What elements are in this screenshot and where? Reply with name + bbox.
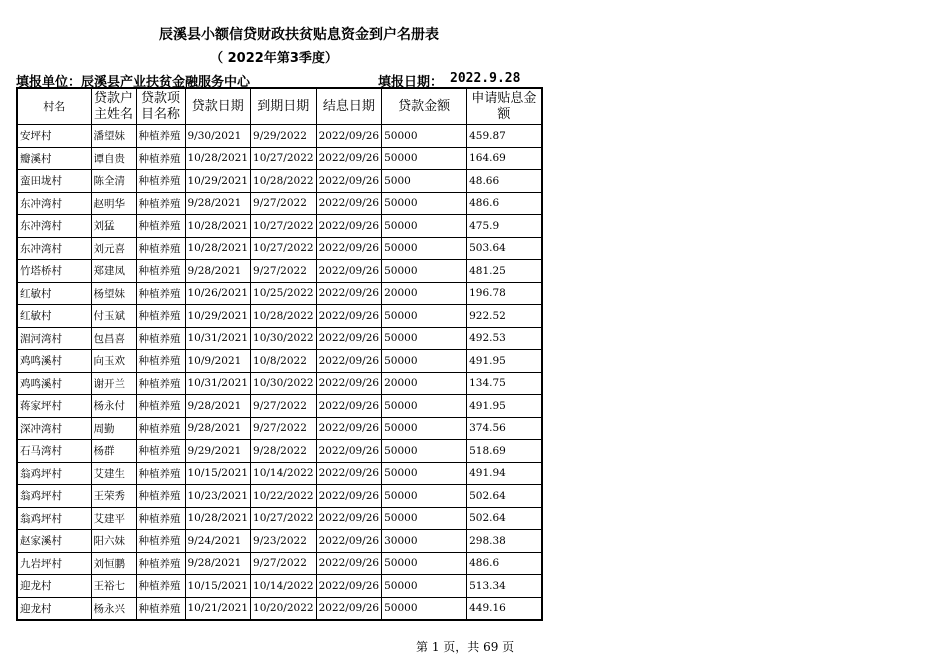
table-row: [17, 530, 542, 553]
cell-interest-date: 2022/09/26: [316, 395, 382, 418]
table-row: [17, 215, 542, 238]
cell-due-date: 9/27/2022: [251, 260, 317, 283]
loan-subsidy-table: [16, 87, 543, 621]
header-subsidy-amount: 申请贴息金额: [467, 88, 542, 125]
cell-loan-amount: 50000: [382, 260, 467, 283]
cell-loan-amount: 50000: [382, 215, 467, 238]
cell-interest-date: 2022/09/26: [316, 485, 382, 508]
header-loan-project: 贷款项目名称: [136, 88, 185, 125]
cell-village: 翁鸡坪村: [17, 507, 91, 530]
cell-loan-amount: 50000: [382, 192, 467, 215]
cell-village: 东冲湾村: [17, 215, 91, 238]
table-row: [17, 372, 542, 395]
cell-interest-date: 2022/09/26: [316, 147, 382, 170]
page-footer: 第 1 页，共 69 页: [416, 640, 515, 654]
cell-loan-amount: 50000: [382, 597, 467, 620]
cell-borrower-name: 郑建凤: [91, 260, 136, 283]
cell-subsidy-amount: 492.53: [467, 327, 542, 350]
cell-subsidy-amount: 475.9: [467, 215, 542, 238]
cell-subsidy-amount: 481.25: [467, 260, 542, 283]
cell-loan-date: 10/23/2021: [185, 485, 251, 508]
cell-interest-date: 2022/09/26: [316, 552, 382, 575]
cell-loan-date: 10/29/2021: [185, 170, 251, 193]
cell-loan-project: 种植养殖: [136, 575, 185, 598]
cell-borrower-name: 杨永付: [91, 395, 136, 418]
cell-loan-date: 9/28/2021: [185, 260, 251, 283]
cell-borrower-name: 陈全清: [91, 170, 136, 193]
table-row: [17, 440, 542, 463]
cell-loan-project: 种植养殖: [136, 440, 185, 463]
cell-loan-project: 种植养殖: [136, 462, 185, 485]
cell-loan-date: 10/29/2021: [185, 305, 251, 328]
cell-loan-date: 10/15/2021: [185, 462, 251, 485]
cell-loan-amount: 50000: [382, 147, 467, 170]
cell-subsidy-amount: 502.64: [467, 485, 542, 508]
cell-loan-amount: 20000: [382, 372, 467, 395]
cell-due-date: 10/27/2022: [251, 147, 317, 170]
cell-loan-date: 10/28/2021: [185, 147, 251, 170]
document-title: 辰溪县小额信贷财政扶贫贴息资金到户名册表: [159, 27, 439, 43]
cell-due-date: 10/20/2022: [251, 597, 317, 620]
cell-subsidy-amount: 486.6: [467, 552, 542, 575]
cell-borrower-name: 杨望妹: [91, 282, 136, 305]
cell-village: 赵家溪村: [17, 530, 91, 553]
cell-due-date: 9/27/2022: [251, 192, 317, 215]
cell-loan-amount: 50000: [382, 507, 467, 530]
table-header-row: [17, 88, 542, 125]
cell-borrower-name: 王荣秀: [91, 485, 136, 508]
cell-interest-date: 2022/09/26: [316, 440, 382, 463]
cell-subsidy-amount: 459.87: [467, 125, 542, 148]
cell-loan-project: 种植养殖: [136, 552, 185, 575]
cell-village: 红敏村: [17, 305, 91, 328]
table-row: [17, 192, 542, 215]
cell-loan-date: 10/28/2021: [185, 507, 251, 530]
cell-loan-project: 种植养殖: [136, 147, 185, 170]
cell-loan-project: 种植养殖: [136, 485, 185, 508]
cell-loan-amount: 50000: [382, 417, 467, 440]
cell-interest-date: 2022/09/26: [316, 305, 382, 328]
cell-borrower-name: 阳六妹: [91, 530, 136, 553]
table-row: [17, 147, 542, 170]
cell-interest-date: 2022/09/26: [316, 215, 382, 238]
cell-subsidy-amount: 196.78: [467, 282, 542, 305]
cell-subsidy-amount: 491.94: [467, 462, 542, 485]
cell-due-date: 10/8/2022: [251, 350, 317, 373]
cell-village: 鸡鸣溪村: [17, 372, 91, 395]
cell-loan-date: 10/28/2021: [185, 237, 251, 260]
header-interest-date: 结息日期: [316, 88, 382, 125]
cell-loan-project: 种植养殖: [136, 327, 185, 350]
cell-interest-date: 2022/09/26: [316, 507, 382, 530]
cell-loan-amount: 50000: [382, 552, 467, 575]
cell-borrower-name: 谭自贵: [91, 147, 136, 170]
cell-borrower-name: 赵明华: [91, 192, 136, 215]
header-due-date: 到期日期: [251, 88, 317, 125]
cell-loan-date: 9/28/2021: [185, 552, 251, 575]
cell-village: 迎龙村: [17, 597, 91, 620]
cell-loan-date: 10/31/2021: [185, 327, 251, 350]
cell-loan-date: 9/30/2021: [185, 125, 251, 148]
table-row: [17, 417, 542, 440]
cell-loan-project: 种植养殖: [136, 372, 185, 395]
table-body: [17, 125, 542, 621]
cell-loan-project: 种植养殖: [136, 395, 185, 418]
report-date-value: 2022.9.28: [450, 71, 521, 86]
cell-due-date: 10/25/2022: [251, 282, 317, 305]
cell-loan-date: 10/31/2021: [185, 372, 251, 395]
cell-subsidy-amount: 134.75: [467, 372, 542, 395]
cell-interest-date: 2022/09/26: [316, 530, 382, 553]
cell-borrower-name: 艾建生: [91, 462, 136, 485]
table-row: [17, 305, 542, 328]
table-row: [17, 597, 542, 620]
cell-village: 迎龙村: [17, 575, 91, 598]
cell-village: 东冲湾村: [17, 192, 91, 215]
table-row: [17, 125, 542, 148]
cell-subsidy-amount: 518.69: [467, 440, 542, 463]
cell-loan-date: 10/15/2021: [185, 575, 251, 598]
table-row: [17, 260, 542, 283]
cell-loan-project: 种植养殖: [136, 237, 185, 260]
cell-loan-amount: 50000: [382, 575, 467, 598]
cell-subsidy-amount: 513.34: [467, 575, 542, 598]
cell-due-date: 10/27/2022: [251, 237, 317, 260]
cell-village: 安坪村: [17, 125, 91, 148]
cell-village: 湄河湾村: [17, 327, 91, 350]
cell-due-date: 9/28/2022: [251, 440, 317, 463]
cell-village: 鸡鸣溪村: [17, 350, 91, 373]
cell-borrower-name: 刘元喜: [91, 237, 136, 260]
cell-loan-date: 9/28/2021: [185, 192, 251, 215]
cell-due-date: 10/30/2022: [251, 327, 317, 350]
cell-interest-date: 2022/09/26: [316, 192, 382, 215]
header-village: 村名: [17, 88, 91, 125]
cell-loan-project: 种植养殖: [136, 192, 185, 215]
table-row: [17, 462, 542, 485]
cell-loan-amount: 50000: [382, 125, 467, 148]
cell-loan-date: 10/28/2021: [185, 215, 251, 238]
cell-interest-date: 2022/09/26: [316, 327, 382, 350]
cell-loan-project: 种植养殖: [136, 260, 185, 283]
cell-due-date: 9/27/2022: [251, 552, 317, 575]
cell-subsidy-amount: 164.69: [467, 147, 542, 170]
cell-loan-amount: 50000: [382, 485, 467, 508]
cell-interest-date: 2022/09/26: [316, 125, 382, 148]
cell-loan-amount: 50000: [382, 350, 467, 373]
cell-borrower-name: 谢开兰: [91, 372, 136, 395]
cell-borrower-name: 刘恒鹏: [91, 552, 136, 575]
cell-interest-date: 2022/09/26: [316, 597, 382, 620]
table-row: [17, 507, 542, 530]
cell-loan-project: 种植养殖: [136, 597, 185, 620]
cell-subsidy-amount: 486.6: [467, 192, 542, 215]
cell-loan-date: 9/29/2021: [185, 440, 251, 463]
cell-due-date: 10/27/2022: [251, 215, 317, 238]
cell-subsidy-amount: 298.38: [467, 530, 542, 553]
cell-village: 深冲湾村: [17, 417, 91, 440]
cell-borrower-name: 艾建平: [91, 507, 136, 530]
cell-loan-project: 种植养殖: [136, 350, 185, 373]
table-row: [17, 350, 542, 373]
cell-village: 翁鸡坪村: [17, 485, 91, 508]
cell-subsidy-amount: 502.64: [467, 507, 542, 530]
cell-interest-date: 2022/09/26: [316, 372, 382, 395]
cell-interest-date: 2022/09/26: [316, 462, 382, 485]
cell-subsidy-amount: 48.66: [467, 170, 542, 193]
cell-loan-project: 种植养殖: [136, 417, 185, 440]
cell-loan-date: 10/21/2021: [185, 597, 251, 620]
header-borrower-name: 贷款户主姓名: [91, 88, 136, 125]
cell-borrower-name: 杨永兴: [91, 597, 136, 620]
cell-due-date: 9/27/2022: [251, 395, 317, 418]
cell-interest-date: 2022/09/26: [316, 170, 382, 193]
table-row: [17, 237, 542, 260]
cell-due-date: 10/30/2022: [251, 372, 317, 395]
cell-loan-date: 9/28/2021: [185, 395, 251, 418]
cell-borrower-name: 周勤: [91, 417, 136, 440]
report-date-label: 填报日期：: [378, 75, 444, 90]
cell-loan-amount: 50000: [382, 440, 467, 463]
table-row: [17, 327, 542, 350]
cell-interest-date: 2022/09/26: [316, 417, 382, 440]
cell-loan-amount: 50000: [382, 327, 467, 350]
cell-borrower-name: 付玉斌: [91, 305, 136, 328]
cell-village: 九岩坪村: [17, 552, 91, 575]
cell-loan-amount: 50000: [382, 237, 467, 260]
cell-due-date: 10/27/2022: [251, 507, 317, 530]
cell-loan-project: 种植养殖: [136, 170, 185, 193]
cell-loan-date: 9/28/2021: [185, 417, 251, 440]
cell-due-date: 10/28/2022: [251, 170, 317, 193]
table-row: [17, 170, 542, 193]
cell-loan-amount: 20000: [382, 282, 467, 305]
cell-subsidy-amount: 491.95: [467, 395, 542, 418]
cell-due-date: 9/27/2022: [251, 417, 317, 440]
cell-due-date: 9/23/2022: [251, 530, 317, 553]
cell-village: 竹塔桥村: [17, 260, 91, 283]
cell-subsidy-amount: 503.64: [467, 237, 542, 260]
cell-village: 东冲湾村: [17, 237, 91, 260]
cell-borrower-name: 杨群: [91, 440, 136, 463]
header-loan-date: 贷款日期: [185, 88, 251, 125]
cell-borrower-name: 潘望妹: [91, 125, 136, 148]
cell-borrower-name: 刘猛: [91, 215, 136, 238]
document-subtitle: （ 2022年第3季度）: [210, 51, 338, 66]
cell-subsidy-amount: 374.56: [467, 417, 542, 440]
cell-due-date: 10/28/2022: [251, 305, 317, 328]
cell-village: 瓣溪村: [17, 147, 91, 170]
cell-borrower-name: 王裕七: [91, 575, 136, 598]
cell-subsidy-amount: 922.52: [467, 305, 542, 328]
cell-subsidy-amount: 449.16: [467, 597, 542, 620]
cell-due-date: 10/14/2022: [251, 575, 317, 598]
cell-interest-date: 2022/09/26: [316, 260, 382, 283]
cell-subsidy-amount: 491.95: [467, 350, 542, 373]
cell-loan-project: 种植养殖: [136, 507, 185, 530]
cell-interest-date: 2022/09/26: [316, 282, 382, 305]
cell-loan-project: 种植养殖: [136, 125, 185, 148]
table-row: [17, 395, 542, 418]
cell-loan-amount: 50000: [382, 305, 467, 328]
cell-due-date: 10/14/2022: [251, 462, 317, 485]
cell-loan-project: 种植养殖: [136, 530, 185, 553]
header-loan-amount: 贷款金额: [382, 88, 467, 125]
cell-due-date: 10/22/2022: [251, 485, 317, 508]
cell-borrower-name: 包昌喜: [91, 327, 136, 350]
cell-village: 翁鸡坪村: [17, 462, 91, 485]
table-row: [17, 575, 542, 598]
cell-loan-amount: 50000: [382, 462, 467, 485]
cell-borrower-name: 向玉欢: [91, 350, 136, 373]
cell-interest-date: 2022/09/26: [316, 350, 382, 373]
table-row: [17, 552, 542, 575]
cell-village: 蛮田垅村: [17, 170, 91, 193]
cell-due-date: 9/29/2022: [251, 125, 317, 148]
cell-loan-amount: 30000: [382, 530, 467, 553]
cell-loan-project: 种植养殖: [136, 305, 185, 328]
cell-loan-date: 10/26/2021: [185, 282, 251, 305]
table-row: [17, 282, 542, 305]
reporting-unit: 填报单位：辰溪县产业扶贫金融服务中心: [16, 75, 251, 90]
cell-loan-amount: 5000: [382, 170, 467, 193]
cell-loan-date: 10/9/2021: [185, 350, 251, 373]
cell-loan-project: 种植养殖: [136, 215, 185, 238]
table-row: [17, 485, 542, 508]
cell-interest-date: 2022/09/26: [316, 575, 382, 598]
cell-village: 红敏村: [17, 282, 91, 305]
cell-loan-project: 种植养殖: [136, 282, 185, 305]
cell-loan-amount: 50000: [382, 395, 467, 418]
cell-village: 石马湾村: [17, 440, 91, 463]
cell-village: 蒋家坪村: [17, 395, 91, 418]
cell-loan-date: 9/24/2021: [185, 530, 251, 553]
cell-interest-date: 2022/09/26: [316, 237, 382, 260]
